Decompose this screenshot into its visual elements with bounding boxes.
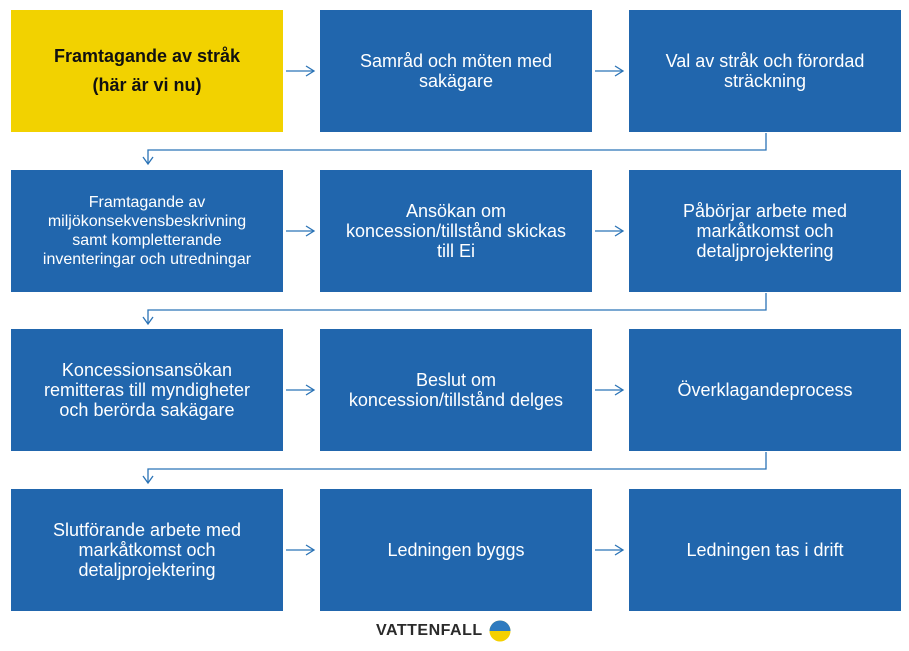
arrow-7-8	[286, 385, 314, 395]
step-line: Överklagandeprocess	[677, 380, 853, 400]
step-line: (här är vi nu)	[92, 75, 202, 95]
step-val-av-strak	[629, 10, 901, 132]
connector-row1-row2	[143, 133, 766, 164]
step-overklagandeprocess	[629, 329, 901, 451]
arrow-10-11	[286, 545, 314, 555]
vattenfall-logo	[376, 620, 511, 642]
step-samrad	[320, 10, 592, 132]
step-line: till Ei	[436, 241, 475, 261]
logo-text: VATTENFALL	[376, 622, 483, 639]
arrow-1-2	[286, 66, 314, 76]
step-line: koncession/tillstånd skickas	[345, 221, 567, 241]
step-line: Ledningen byggs	[387, 540, 525, 560]
step-framtagande-av-strak	[11, 10, 283, 132]
step-ledningen-i-drift	[629, 489, 901, 611]
step-line: detaljprojektering	[78, 560, 216, 580]
step-ansokan-om-koncession	[320, 170, 592, 292]
step-line: och berörda sakägare	[59, 400, 235, 420]
step-line: samt kompletterande	[72, 232, 222, 249]
arrow-5-6	[595, 226, 623, 236]
step-ledningen-byggs	[320, 489, 592, 611]
step-line: Ledningen tas i drift	[686, 540, 844, 560]
step-line: Val av stråk och förordad	[665, 51, 865, 71]
arrow-4-5	[286, 226, 314, 236]
arrow-11-12	[595, 545, 623, 555]
step-line: miljökonsekvensbeskrivning	[47, 213, 247, 230]
step-line: koncession/tillstånd delges	[348, 390, 564, 410]
step-line: Ansökan om	[405, 201, 507, 221]
step-miljokonsekvensbeskrivning	[11, 170, 283, 292]
step-line: markåtkomst och	[78, 540, 216, 560]
connector-row3-row4	[143, 452, 766, 483]
step-slutforande	[11, 489, 283, 611]
step-line: Slutförande arbete med	[52, 520, 242, 540]
step-line: sakägare	[418, 71, 494, 91]
step-remitteras	[11, 329, 283, 451]
step-line: Framtagande av stråk	[53, 46, 241, 66]
connector-row2-row3	[143, 293, 766, 324]
step-line: sträckning	[723, 71, 807, 91]
step-line: Framtagande av	[88, 194, 206, 211]
step-paborjar-markatkomst	[629, 170, 901, 292]
arrow-2-3	[595, 66, 623, 76]
step-line: remitteras till myndigheter	[43, 380, 251, 400]
logo-circle-icon	[489, 620, 511, 642]
step-line: inventeringar och utredningar	[42, 251, 252, 268]
step-line: detaljprojektering	[696, 241, 834, 261]
arrow-8-9	[595, 385, 623, 395]
step-line: Påbörjar arbete med	[682, 201, 848, 221]
step-line: Beslut om	[415, 370, 497, 390]
step-beslut	[320, 329, 592, 451]
step-line: Samråd och möten med	[359, 51, 553, 71]
step-line: markåtkomst och	[696, 221, 834, 241]
step-line: Koncessionsansökan	[61, 360, 233, 380]
